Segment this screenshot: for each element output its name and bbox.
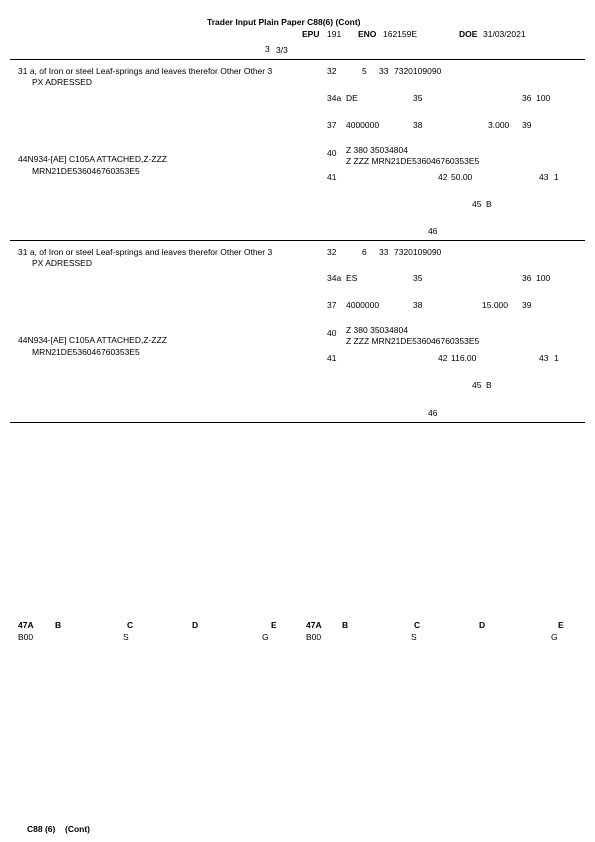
box-37-label: 37 (327, 300, 337, 310)
box-36-value: 100 (536, 93, 551, 103)
doe-value: 31/03/2021 (483, 29, 526, 39)
tax-type: B00 (18, 632, 34, 642)
previous-document: Z 380 35034804 (346, 325, 408, 335)
tax-type: B00 (306, 632, 322, 642)
goods-item (0, 240, 595, 422)
box-40-label: 40 (327, 148, 337, 158)
box-39-label: 39 (522, 120, 532, 130)
box-45-label: 45 (472, 380, 482, 390)
origin-country: ES (346, 273, 358, 283)
additional-info-mrn: MRN21DE536046760353E5 (32, 347, 140, 357)
additional-info: 44N934-[AE] C105A ATTACHED,Z-ZZZ (18, 154, 167, 164)
net-mass: 3.000 (488, 120, 510, 130)
box-36-value: 100 (536, 273, 551, 283)
box-37-label: 37 (327, 120, 337, 130)
box-43-label: 43 (539, 353, 549, 363)
box-47a-label: 47A (306, 620, 322, 630)
box-47a-label: 47A (18, 620, 34, 630)
payment-method: G (262, 632, 269, 642)
box-45-label: 45 (472, 199, 482, 209)
epu-value: 191 (327, 29, 342, 39)
eno-value: 162159E (383, 29, 418, 39)
box-41-label: 41 (327, 353, 337, 363)
box-42-value: 116.00 (451, 353, 477, 363)
page-title: Trader Input Plain Paper C88(6) (Cont) (207, 17, 361, 27)
net-mass: 15.000 (482, 300, 508, 310)
box-32-label: 32 (327, 247, 337, 257)
box-45-value: B (486, 199, 492, 209)
box-33-label: 33 (379, 247, 389, 257)
box-43-label: 43 (539, 172, 549, 182)
goods-description-cont: PX ADRESSED (32, 258, 92, 268)
goods-description: 31 a, of Iron or steel Leaf-springs and leaves therefor Other Other 3 (18, 247, 273, 257)
item-number: 6 (362, 247, 367, 257)
box-43-value: 1 (554, 172, 559, 182)
box-38-label: 38 (413, 120, 423, 130)
eno-label: ENO (358, 29, 377, 39)
box-35-label: 35 (413, 273, 423, 283)
form-continuation: (Cont) (65, 824, 91, 834)
box-36-label: 36 (522, 93, 532, 103)
origin-country: DE (346, 93, 358, 103)
goods-description-cont: PX ADRESSED (32, 77, 92, 87)
cpc-value: 4000000 (346, 300, 380, 310)
previous-document: Z 380 35034804 (346, 145, 408, 155)
commodity-code: 7320109090 (394, 66, 442, 76)
box-42-label: 42 (438, 353, 448, 363)
tax-code: S (411, 632, 417, 642)
goods-item (0, 59, 595, 241)
box-39-label: 39 (522, 300, 532, 310)
box-47a-col-b: B (342, 620, 349, 630)
payment-method: G (551, 632, 558, 642)
box-47a-col-c: C (414, 620, 421, 630)
box-32-label: 32 (327, 66, 337, 76)
box-36-label: 36 (522, 273, 532, 283)
page-of: 3/3 (276, 45, 288, 55)
box-43-value: 1 (554, 353, 559, 363)
divider (10, 422, 585, 423)
page-number: 3 (265, 44, 270, 54)
cpc-value: 4000000 (346, 120, 380, 130)
additional-info-mrn: MRN21DE536046760353E5 (32, 166, 140, 176)
box-47a-col-e: E (558, 620, 564, 630)
box-34a-label: 34a (327, 273, 342, 283)
goods-description: 31 a, of Iron or steel Leaf-springs and leaves therefor Other Other 3 (18, 66, 273, 76)
box-38-label: 38 (413, 300, 423, 310)
doe-label: DOE (459, 29, 478, 39)
tax-code: S (123, 632, 129, 642)
box-34a-label: 34a (327, 93, 342, 103)
box-35-label: 35 (413, 93, 423, 103)
box-42-label: 42 (438, 172, 448, 182)
box-41-label: 41 (327, 172, 337, 182)
box-47a-col-b: B (55, 620, 62, 630)
previous-document-mrn: Z ZZZ MRN21DE536046760353E5 (346, 156, 480, 166)
box-40-label: 40 (327, 328, 337, 338)
box-47a-col-d: D (479, 620, 486, 630)
previous-document-mrn: Z ZZZ MRN21DE536046760353E5 (346, 336, 480, 346)
box-47a-col-e: E (271, 620, 277, 630)
epu-label: EPU (302, 29, 320, 39)
box-46-label: 46 (428, 408, 438, 418)
additional-info: 44N934-[AE] C105A ATTACHED,Z-ZZZ (18, 335, 167, 345)
item-number: 5 (362, 66, 367, 76)
box-45-value: B (486, 380, 492, 390)
box-47a-col-c: C (127, 620, 134, 630)
box-33-label: 33 (379, 66, 389, 76)
commodity-code: 7320109090 (394, 247, 442, 257)
box-42-value: 50.00 (451, 172, 473, 182)
box-47a-col-d: D (192, 620, 199, 630)
form-reference: C88 (6) (27, 824, 56, 834)
box-46-label: 46 (428, 226, 438, 236)
